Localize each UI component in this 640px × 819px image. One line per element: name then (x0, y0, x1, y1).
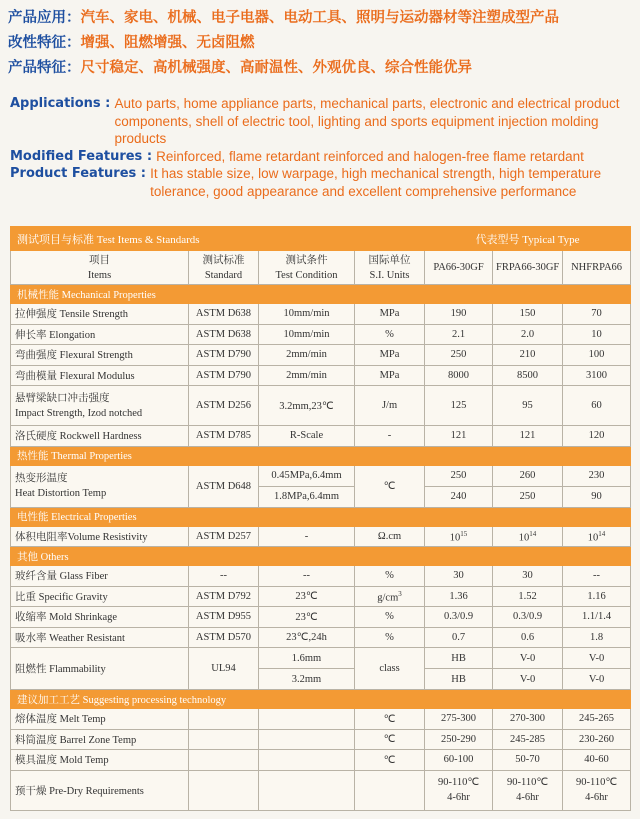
table-row (11, 709, 631, 730)
row-v1: 1.36 (425, 586, 493, 607)
section-electrical (11, 507, 631, 526)
col-items (11, 251, 189, 285)
dry-time: 4-6hr (585, 792, 608, 803)
row-name (11, 386, 189, 426)
row-unit: MPa (355, 345, 425, 366)
row-std (189, 709, 259, 730)
row-v3: 90 (563, 486, 631, 507)
row-name: 弯曲模量 Flexural Modulus (11, 365, 189, 386)
row-cond: 2mm/min (259, 365, 355, 386)
table-row (11, 750, 631, 771)
row-v1: HB (425, 648, 493, 669)
row-cond (259, 729, 355, 750)
row-v1: 250 (425, 345, 493, 366)
row-cond: 3.2mm,23℃ (259, 386, 355, 426)
row-name: 模具温度 Mold Temp (11, 750, 189, 771)
table-row (11, 365, 631, 386)
row-name: 洛氏硬度 Rockwell Hardness (11, 426, 189, 447)
row-unit: MPa (355, 365, 425, 386)
row-std: ASTM D638 (189, 304, 259, 325)
row-unit: - (355, 426, 425, 447)
dry-time: 4-6hr (447, 792, 470, 803)
col-type-1: PA66-30GF (425, 251, 493, 285)
row-name: 阻燃性 Flammability (11, 648, 189, 690)
row-v2: 250 (493, 486, 563, 507)
section-processing (11, 690, 631, 709)
table-row (11, 729, 631, 750)
col-standard (189, 251, 259, 285)
en-applications-text: Auto parts, home appliance parts, mechanical parts, electronic and electrical product components, shell of electric tool, lighting and sports equipment injection molding products (114, 96, 620, 146)
exp-power: 15 (460, 529, 468, 538)
row-v1: 60-100 (425, 750, 493, 771)
row-v2 (493, 526, 563, 547)
en-applications-row (10, 95, 640, 148)
table-row (11, 465, 631, 486)
en-product-text: It has stable size, low warpage, high mechanical strength, high temperature tolerance, good appearance and excellent comprehensive performance (150, 166, 602, 199)
row-unit: % (355, 607, 425, 628)
exp-base: 10 (518, 532, 530, 543)
row-v3: V-0 (563, 669, 631, 690)
en-modified-row (10, 148, 640, 166)
row-std: ASTM D955 (189, 607, 259, 628)
row-v2: 1.52 (493, 586, 563, 607)
cn-modified-text: 增强、阻燃增强、无卤阻燃 (80, 35, 255, 51)
row-v1: 2.1 (425, 324, 493, 345)
row-v1: 125 (425, 386, 493, 426)
header-test-items: 测试项目与标准 Test Items & Standards (11, 227, 425, 251)
row-cond: - (259, 526, 355, 547)
row-v1: 0.3/0.9 (425, 607, 493, 628)
row-std: UL94 (189, 648, 259, 690)
row-std (189, 770, 259, 810)
row-cond: 23℃ (259, 607, 355, 628)
row-v2: 121 (493, 426, 563, 447)
col-unit-cn: 国际单位 (368, 254, 411, 266)
dry-temp: 90-110℃ (506, 777, 549, 788)
row-name: 熔体温度 Melt Temp (11, 709, 189, 730)
cn-modified-label: 改性特征： (8, 35, 81, 51)
row-unit: % (355, 566, 425, 587)
cn-product-line (8, 56, 640, 81)
row-unit (355, 586, 425, 607)
row-unit: class (355, 648, 425, 690)
header-typical-type: 代表型号 Typical Type (425, 227, 631, 251)
row-cond: 0.45MPa,6.4mm (259, 465, 355, 486)
row-v2 (493, 770, 563, 810)
col-cond-en: Test Condition (275, 269, 338, 281)
table-row (11, 345, 631, 366)
row-v3: 120 (563, 426, 631, 447)
cn-applications-line (8, 6, 640, 31)
row-v2: 0.3/0.9 (493, 607, 563, 628)
row-v2: 150 (493, 304, 563, 325)
row-cond: 1.6mm (259, 648, 355, 669)
row-unit: MPa (355, 304, 425, 325)
exp-power: 14 (598, 529, 606, 538)
section-processing-label: 建议加工工艺 Suggesting processing technology (11, 690, 631, 709)
row-v3 (563, 526, 631, 547)
row-unit: % (355, 627, 425, 648)
row-name: 拉伸强度 Tensile Strength (11, 304, 189, 325)
row-v1: 240 (425, 486, 493, 507)
row-v3: 10 (563, 324, 631, 345)
row-v2: V-0 (493, 669, 563, 690)
row-unit: ℃ (355, 750, 425, 771)
chinese-summary (0, 0, 640, 81)
table-row (11, 566, 631, 587)
exp-base: 10 (449, 532, 461, 543)
unit-base: g/cm (377, 592, 399, 603)
table-row (11, 386, 631, 426)
section-others (11, 547, 631, 566)
row-name-cn: 悬臂梁缺口冲击强度 (15, 392, 110, 404)
row-unit (355, 770, 425, 810)
row-cond: -- (259, 566, 355, 587)
row-v3: 60 (563, 386, 631, 426)
row-v1: 121 (425, 426, 493, 447)
row-v3: 40-60 (563, 750, 631, 771)
properties-table-wrap (10, 226, 630, 811)
col-type-3: NHFRPA66 (563, 251, 631, 285)
row-v3: 245-265 (563, 709, 631, 730)
row-unit: Ω.cm (355, 526, 425, 547)
row-v1: 250 (425, 465, 493, 486)
unit-power: 3 (398, 589, 402, 598)
row-name-en: Heat Distortion Temp (15, 488, 107, 499)
row-v1 (425, 526, 493, 547)
row-v3: 230-260 (563, 729, 631, 750)
row-name-en: Impact Strength, Izod notched (15, 407, 143, 419)
table-row (11, 304, 631, 325)
table-row (11, 648, 631, 669)
row-v3 (563, 770, 631, 810)
exp-base: 10 (587, 532, 599, 543)
col-std-cn: 测试标准 (202, 254, 245, 266)
row-v2: 270-300 (493, 709, 563, 730)
row-cond: 2mm/min (259, 345, 355, 366)
row-unit: J/m (355, 386, 425, 426)
table-row (11, 627, 631, 648)
section-thermal (11, 446, 631, 465)
row-unit: ℃ (355, 465, 425, 507)
dry-time: 4-6hr (516, 792, 539, 803)
row-std: ASTM D790 (189, 365, 259, 386)
row-std: ASTM D792 (189, 586, 259, 607)
col-type-2: FRPA66-30GF (493, 251, 563, 285)
row-v2: 30 (493, 566, 563, 587)
row-v3: V-0 (563, 648, 631, 669)
col-condition (259, 251, 355, 285)
row-v3: 1.1/1.4 (563, 607, 631, 628)
english-summary (0, 95, 640, 200)
cn-modified-line (8, 31, 640, 56)
row-v1: 190 (425, 304, 493, 325)
row-name: 比重 Specific Gravity (11, 586, 189, 607)
row-std (189, 729, 259, 750)
col-items-cn: 项目 (89, 254, 110, 266)
section-mechanical-label: 机械性能 Mechanical Properties (11, 285, 631, 304)
section-mechanical (11, 285, 631, 304)
en-modified-text: Reinforced, flame retardant reinforced and halogen-free flame retardant (156, 148, 584, 164)
row-v2: 245-285 (493, 729, 563, 750)
properties-table (10, 226, 631, 811)
row-v2: 8500 (493, 365, 563, 386)
row-cond: 23℃,24h (259, 627, 355, 648)
row-unit: ℃ (355, 709, 425, 730)
col-unit-en: S.I. Units (369, 269, 410, 281)
en-modified-label: Modified Features : (10, 148, 153, 164)
row-cond (259, 770, 355, 810)
row-std: ASTM D256 (189, 386, 259, 426)
row-unit: % (355, 324, 425, 345)
en-product-row (10, 165, 640, 200)
cn-applications-text: 汽车、家电、机械、电子电器、电动工具、照明与运动器材等注塑成型产品 (80, 10, 559, 26)
table-row (11, 324, 631, 345)
section-others-label: 其他 Others (11, 547, 631, 566)
row-cond: 10mm/min (259, 304, 355, 325)
row-cond: R-Scale (259, 426, 355, 447)
row-v1 (425, 770, 493, 810)
row-v2: 95 (493, 386, 563, 426)
col-items-en: Items (87, 269, 112, 281)
row-name-cn: 热变形温度 (15, 473, 68, 484)
row-std: -- (189, 566, 259, 587)
en-product-label: Product Features : (10, 166, 146, 181)
row-v3: 1.16 (563, 586, 631, 607)
row-name: 收缩率 Mold Shrinkage (11, 607, 189, 628)
row-std (189, 750, 259, 771)
row-unit: ℃ (355, 729, 425, 750)
row-v2: 50-70 (493, 750, 563, 771)
row-name: 伸长率 Elongation (11, 324, 189, 345)
cn-applications-label: 产品应用： (8, 10, 81, 26)
cn-product-text: 尺寸稳定、高机械强度、高耐温性、外观优良、综合性能优异 (80, 60, 472, 76)
row-std: ASTM D257 (189, 526, 259, 547)
cn-product-label: 产品特征： (8, 60, 81, 76)
row-v1: 30 (425, 566, 493, 587)
row-name: 体积电阻率Volume Resistivity (11, 526, 189, 547)
col-cond-cn: 测试条件 (285, 254, 328, 266)
table-header-bar (11, 227, 631, 251)
row-v3: 3100 (563, 365, 631, 386)
row-v1: 8000 (425, 365, 493, 386)
row-v1: HB (425, 669, 493, 690)
section-electrical-label: 电性能 Electrical Properties (11, 507, 631, 526)
row-v2: 260 (493, 465, 563, 486)
row-std: ASTM D638 (189, 324, 259, 345)
table-row (11, 426, 631, 447)
row-std: ASTM D785 (189, 426, 259, 447)
row-cond: 1.8MPa,6.4mm (259, 486, 355, 507)
row-cond: 10mm/min (259, 324, 355, 345)
dry-temp: 90-110℃ (437, 777, 480, 788)
row-name: 吸水率 Weather Resistant (11, 627, 189, 648)
row-v3: 70 (563, 304, 631, 325)
row-v3: 1.8 (563, 627, 631, 648)
row-v2: 210 (493, 345, 563, 366)
row-cond (259, 750, 355, 771)
row-v3: 230 (563, 465, 631, 486)
table-row (11, 607, 631, 628)
row-v2: 2.0 (493, 324, 563, 345)
row-cond (259, 709, 355, 730)
row-name (11, 465, 189, 507)
row-v3: 100 (563, 345, 631, 366)
row-name: 料筒温度 Barrel Zone Temp (11, 729, 189, 750)
dry-temp: 90-110℃ (575, 777, 618, 788)
row-std: ASTM D570 (189, 627, 259, 648)
en-applications-label: Applications : (10, 96, 111, 111)
row-std: ASTM D790 (189, 345, 259, 366)
column-header-row (11, 251, 631, 285)
row-v3: -- (563, 566, 631, 587)
col-units (355, 251, 425, 285)
exp-power: 14 (529, 529, 537, 538)
row-name: 玻纤含量 Glass Fiber (11, 566, 189, 587)
row-std: ASTM D648 (189, 465, 259, 507)
table-row (11, 586, 631, 607)
row-v1: 275-300 (425, 709, 493, 730)
row-name: 预干燥 Pre-Dry Requirements (11, 770, 189, 810)
section-thermal-label: 热性能 Thermal Properties (11, 446, 631, 465)
row-cond: 23℃ (259, 586, 355, 607)
row-name: 弯曲强度 Flexural Strength (11, 345, 189, 366)
row-v2: V-0 (493, 648, 563, 669)
table-row (11, 526, 631, 547)
row-v1: 0.7 (425, 627, 493, 648)
col-std-en: Standard (204, 269, 243, 281)
row-v1: 250-290 (425, 729, 493, 750)
row-cond: 3.2mm (259, 669, 355, 690)
row-v2: 0.6 (493, 627, 563, 648)
table-row (11, 770, 631, 810)
